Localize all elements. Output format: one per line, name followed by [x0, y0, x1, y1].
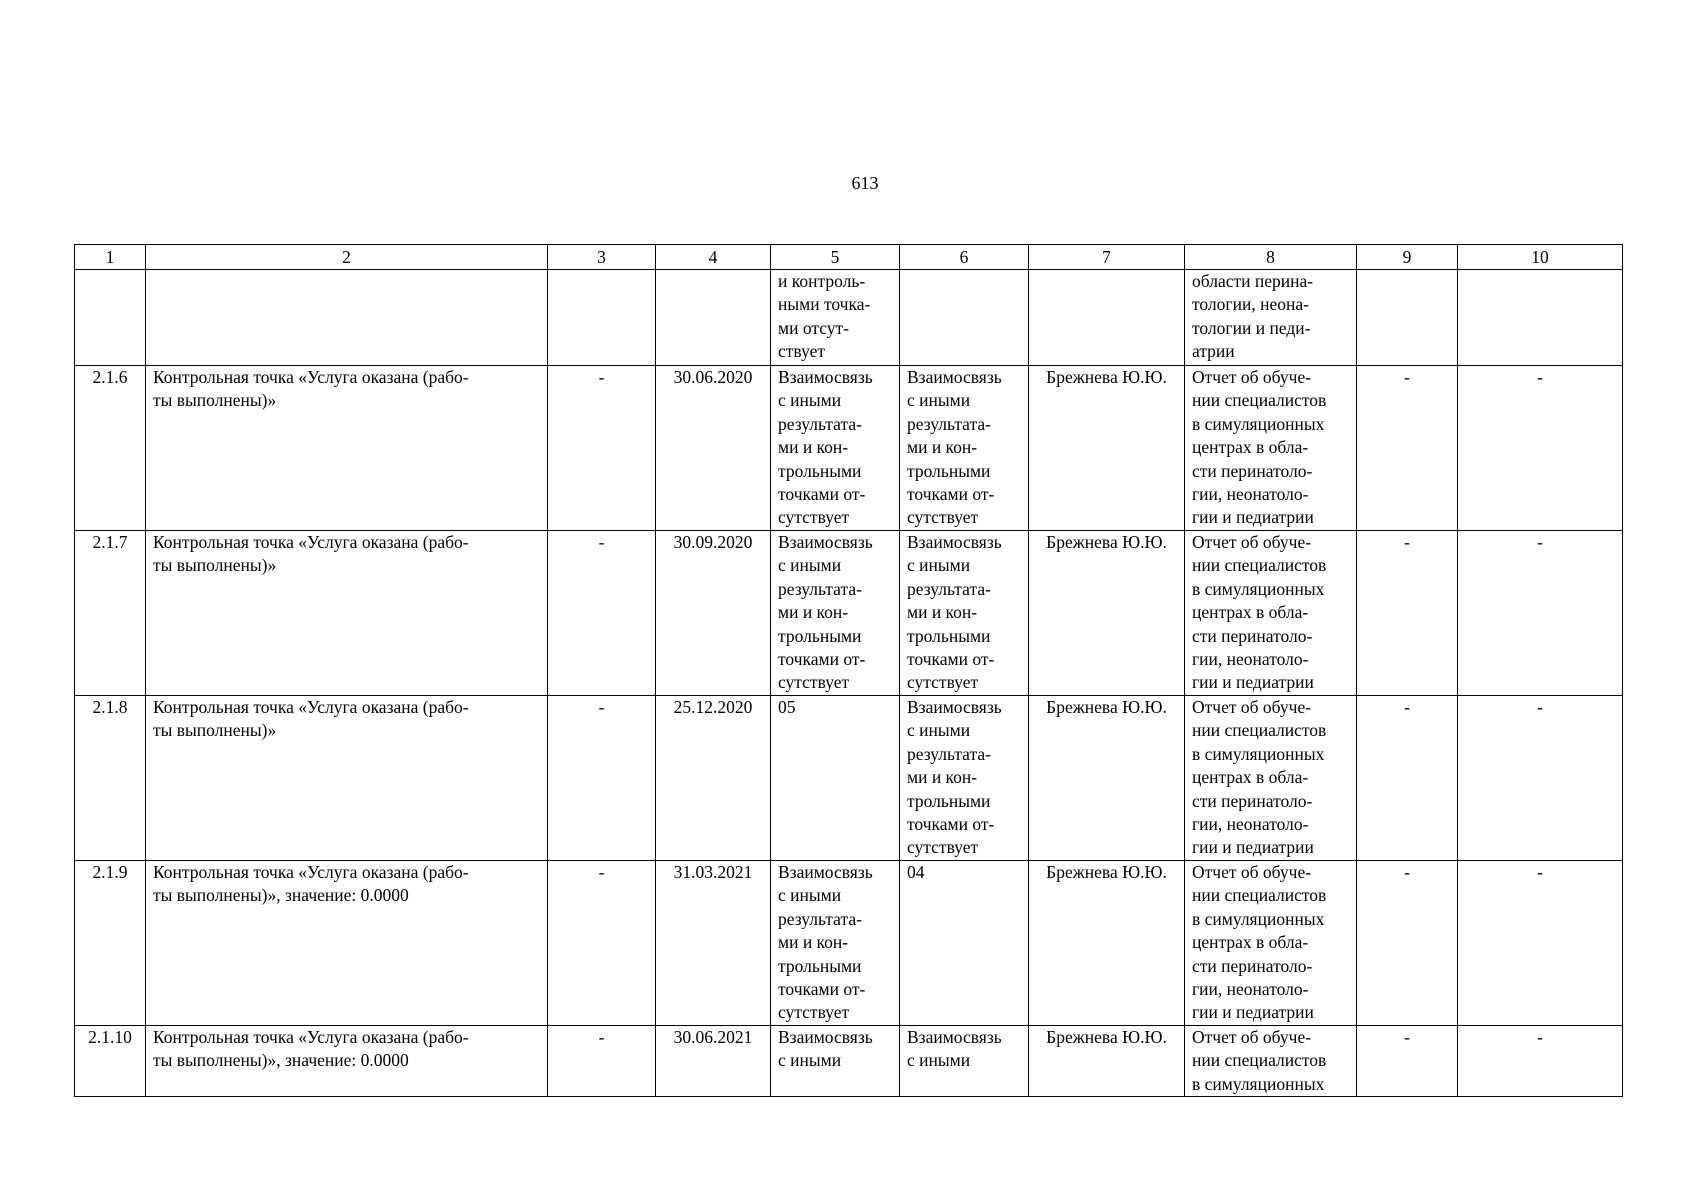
col5-value: [771, 861, 900, 1026]
col3-value: -: [548, 1026, 656, 1097]
col9-value: -: [1357, 531, 1458, 696]
table-row: [75, 861, 1623, 1026]
cell-line: точками от-: [907, 649, 995, 670]
cell-line: трольными: [778, 460, 862, 481]
cell-line: ми и кон-: [778, 602, 849, 623]
column-header: 2: [146, 245, 548, 270]
cell-line: с иными: [907, 720, 971, 741]
cell-line: нии специалистов: [1192, 555, 1327, 576]
cell-line: с иными: [907, 555, 971, 576]
col8-value: [1185, 696, 1357, 861]
col3-value: -: [548, 366, 656, 531]
column-header: 9: [1357, 245, 1458, 270]
cell-line: трольными: [907, 625, 991, 646]
cell-line: Взаимосвязь: [907, 532, 1002, 552]
cell-line: и контроль-: [778, 271, 866, 291]
cell-line: результата-: [907, 413, 991, 434]
cell-line: точками от-: [778, 979, 866, 1000]
due-date: [656, 270, 771, 366]
due-date: 25.12.2020: [656, 696, 771, 861]
table-row: [75, 1026, 1623, 1097]
col10-value: -: [1458, 531, 1623, 696]
column-header: 1: [75, 245, 146, 270]
col5-value: [771, 1026, 900, 1097]
cell-line: Отчет об обуче-: [1192, 532, 1312, 552]
column-header: 10: [1458, 245, 1623, 270]
cell-line: нии специалистов: [1192, 885, 1327, 906]
cell-line: с иными: [778, 1050, 842, 1071]
cell-line: тологии и педи-: [1192, 317, 1311, 338]
col3-value: -: [548, 861, 656, 1026]
cell-line: Взаимосвязь: [778, 367, 873, 387]
col9-value: [1357, 270, 1458, 366]
col8-value: [1185, 531, 1357, 696]
cell-line: результата-: [778, 413, 862, 434]
cell-line: сутствует: [907, 837, 979, 858]
cell-line: точками от-: [907, 814, 995, 835]
cell-line: центрах в обла-: [1192, 932, 1309, 953]
table-row: [75, 366, 1623, 531]
item-number: 2.1.8: [75, 696, 146, 861]
cell-line: Взаимосвязь: [778, 862, 873, 882]
cell-line: центрах в обла-: [1192, 767, 1309, 788]
cell-line: с иными: [907, 390, 971, 411]
col8-value: [1185, 861, 1357, 1026]
cell-line: Взаимосвязь: [907, 697, 1002, 717]
cell-line: нии специалистов: [1192, 1050, 1327, 1071]
cell-line: гии и педиатрии: [1192, 672, 1314, 693]
cell-line: центрах в обла-: [1192, 437, 1309, 458]
cell-line: точками от-: [778, 649, 866, 670]
cell-line: ты выполнены)», значение: 0.0000: [153, 885, 409, 906]
cell-line: Взаимосвязь: [907, 367, 1002, 387]
cell-line: Взаимосвязь: [907, 1027, 1002, 1047]
item-name: [146, 270, 548, 366]
due-date: 31.03.2021: [656, 861, 771, 1026]
cell-line: результата-: [907, 743, 991, 764]
cell-line: в симуляционных: [1192, 413, 1325, 434]
cell-line: сутствует: [778, 1002, 850, 1023]
cell-line: сутствует: [907, 507, 979, 528]
item-name: [146, 696, 548, 861]
cell-line: трольными: [778, 955, 862, 976]
cell-line: нии специалистов: [1192, 390, 1327, 411]
column-header: 6: [900, 245, 1029, 270]
cell-line: Взаимосвязь: [778, 532, 873, 552]
col6-value: [900, 270, 1029, 366]
cell-line: ми и кон-: [778, 437, 849, 458]
cell-line: Отчет об обуче-: [1192, 1027, 1312, 1047]
cell-line: ты выполнены)»: [153, 555, 277, 576]
col8-value: [1185, 1026, 1357, 1097]
cell-line: ты выполнены)», значение: 0.0000: [153, 1050, 409, 1071]
cell-line: ты выполнены)»: [153, 720, 277, 741]
col10-value: -: [1458, 1026, 1623, 1097]
col5-value: [771, 531, 900, 696]
cell-line: гии и педиатрии: [1192, 1002, 1314, 1023]
due-date: 30.06.2021: [656, 1026, 771, 1097]
cell-line: Контрольная точка «Услуга оказана (рабо-: [153, 367, 469, 387]
col6-value: [900, 861, 1029, 1026]
cell-line: Отчет об обуче-: [1192, 862, 1312, 882]
cell-line: с иными: [778, 885, 842, 906]
page-number: 613: [851, 173, 879, 193]
item-name: [146, 531, 548, 696]
table-row: [75, 270, 1623, 366]
cell-line: результата-: [778, 578, 862, 599]
cell-line: ными точка-: [778, 294, 871, 315]
cell-line: Контрольная точка «Услуга оказана (рабо-: [153, 1027, 469, 1047]
col5-value: [771, 270, 900, 366]
cell-line: Отчет об обуче-: [1192, 697, 1312, 717]
cell-line: сутствует: [778, 672, 850, 693]
cell-line: с иными: [907, 1050, 971, 1071]
table-body: [75, 270, 1623, 1097]
cell-line: в симуляционных: [1192, 578, 1325, 599]
table-row: [75, 531, 1623, 696]
cell-line: ми и кон-: [907, 767, 978, 788]
cell-line: с иными: [778, 555, 842, 576]
cell-line: трольными: [778, 625, 862, 646]
cell-line: точками от-: [907, 484, 995, 505]
cell-line: гии, неонатоло-: [1192, 814, 1309, 835]
cell-line: тологии, неона-: [1192, 294, 1309, 315]
col9-value: -: [1357, 366, 1458, 531]
cell-line: атрии: [1192, 341, 1235, 362]
cell-line: 05: [778, 697, 796, 717]
col3-value: -: [548, 531, 656, 696]
column-header: 5: [771, 245, 900, 270]
col6-value: [900, 1026, 1029, 1097]
cell-line: 04: [907, 862, 925, 882]
cell-line: гии и педиатрии: [1192, 837, 1314, 858]
cell-line: области перина-: [1192, 271, 1314, 291]
cell-line: Контрольная точка «Услуга оказана (рабо-: [153, 862, 469, 882]
due-date: 30.06.2020: [656, 366, 771, 531]
cell-line: ствует: [778, 341, 826, 362]
cell-line: трольными: [907, 790, 991, 811]
col6-value: [900, 366, 1029, 531]
col8-value: [1185, 366, 1357, 531]
item-number: [75, 270, 146, 366]
cell-line: гии, неонатоло-: [1192, 649, 1309, 670]
cell-line: Контрольная точка «Услуга оказана (рабо-: [153, 697, 469, 717]
column-header: 3: [548, 245, 656, 270]
cell-line: ты выполнены)»: [153, 390, 277, 411]
item-name: [146, 861, 548, 1026]
col10-value: [1458, 270, 1623, 366]
cell-line: ми и кон-: [778, 932, 849, 953]
column-header: 4: [656, 245, 771, 270]
table-row: [75, 696, 1623, 861]
cell-line: центрах в обла-: [1192, 602, 1309, 623]
col3-value: [548, 270, 656, 366]
cell-line: результата-: [778, 908, 862, 929]
col9-value: -: [1357, 696, 1458, 861]
cell-line: гии, неонатоло-: [1192, 979, 1309, 1000]
item-number: 2.1.10: [75, 1026, 146, 1097]
cell-line: нии специалистов: [1192, 720, 1327, 741]
responsible-person: [1029, 270, 1185, 366]
col3-value: -: [548, 696, 656, 861]
cell-line: сти перинатоло-: [1192, 955, 1313, 976]
cell-line: сти перинатоло-: [1192, 790, 1313, 811]
responsible-person: Брежнева Ю.Ю.: [1029, 1026, 1185, 1097]
header-row: [75, 245, 1623, 270]
col9-value: -: [1357, 861, 1458, 1026]
responsible-person: Брежнева Ю.Ю.: [1029, 696, 1185, 861]
cell-line: ми и кон-: [907, 437, 978, 458]
col6-value: [900, 531, 1029, 696]
col5-value: [771, 696, 900, 861]
schedule-table: [74, 244, 1623, 1097]
col10-value: -: [1458, 696, 1623, 861]
cell-line: в симуляционных: [1192, 1073, 1325, 1094]
col10-value: -: [1458, 366, 1623, 531]
col10-value: -: [1458, 861, 1623, 1026]
item-name: [146, 366, 548, 531]
cell-line: Взаимосвязь: [778, 1027, 873, 1047]
cell-line: с иными: [778, 390, 842, 411]
cell-line: точками от-: [778, 484, 866, 505]
cell-line: сти перинатоло-: [1192, 625, 1313, 646]
cell-line: сти перинатоло-: [1192, 460, 1313, 481]
col8-value: [1185, 270, 1357, 366]
cell-line: гии, неонатоло-: [1192, 484, 1309, 505]
cell-line: ми и кон-: [907, 602, 978, 623]
col5-value: [771, 366, 900, 531]
due-date: 30.09.2020: [656, 531, 771, 696]
cell-line: в симуляционных: [1192, 743, 1325, 764]
cell-line: гии и педиатрии: [1192, 507, 1314, 528]
column-header: 8: [1185, 245, 1357, 270]
cell-line: в симуляционных: [1192, 908, 1325, 929]
col6-value: [900, 696, 1029, 861]
item-number: 2.1.9: [75, 861, 146, 1026]
item-number: 2.1.7: [75, 531, 146, 696]
cell-line: сутствует: [778, 507, 850, 528]
cell-line: ми отсут-: [778, 317, 849, 338]
item-name: [146, 1026, 548, 1097]
responsible-person: Брежнева Ю.Ю.: [1029, 366, 1185, 531]
cell-line: трольными: [907, 460, 991, 481]
cell-line: сутствует: [907, 672, 979, 693]
cell-line: Контрольная точка «Услуга оказана (рабо-: [153, 532, 469, 552]
responsible-person: Брежнева Ю.Ю.: [1029, 861, 1185, 1026]
responsible-person: Брежнева Ю.Ю.: [1029, 531, 1185, 696]
column-header: 7: [1029, 245, 1185, 270]
cell-line: Отчет об обуче-: [1192, 367, 1312, 387]
item-number: 2.1.6: [75, 366, 146, 531]
cell-line: результата-: [907, 578, 991, 599]
col9-value: -: [1357, 1026, 1458, 1097]
